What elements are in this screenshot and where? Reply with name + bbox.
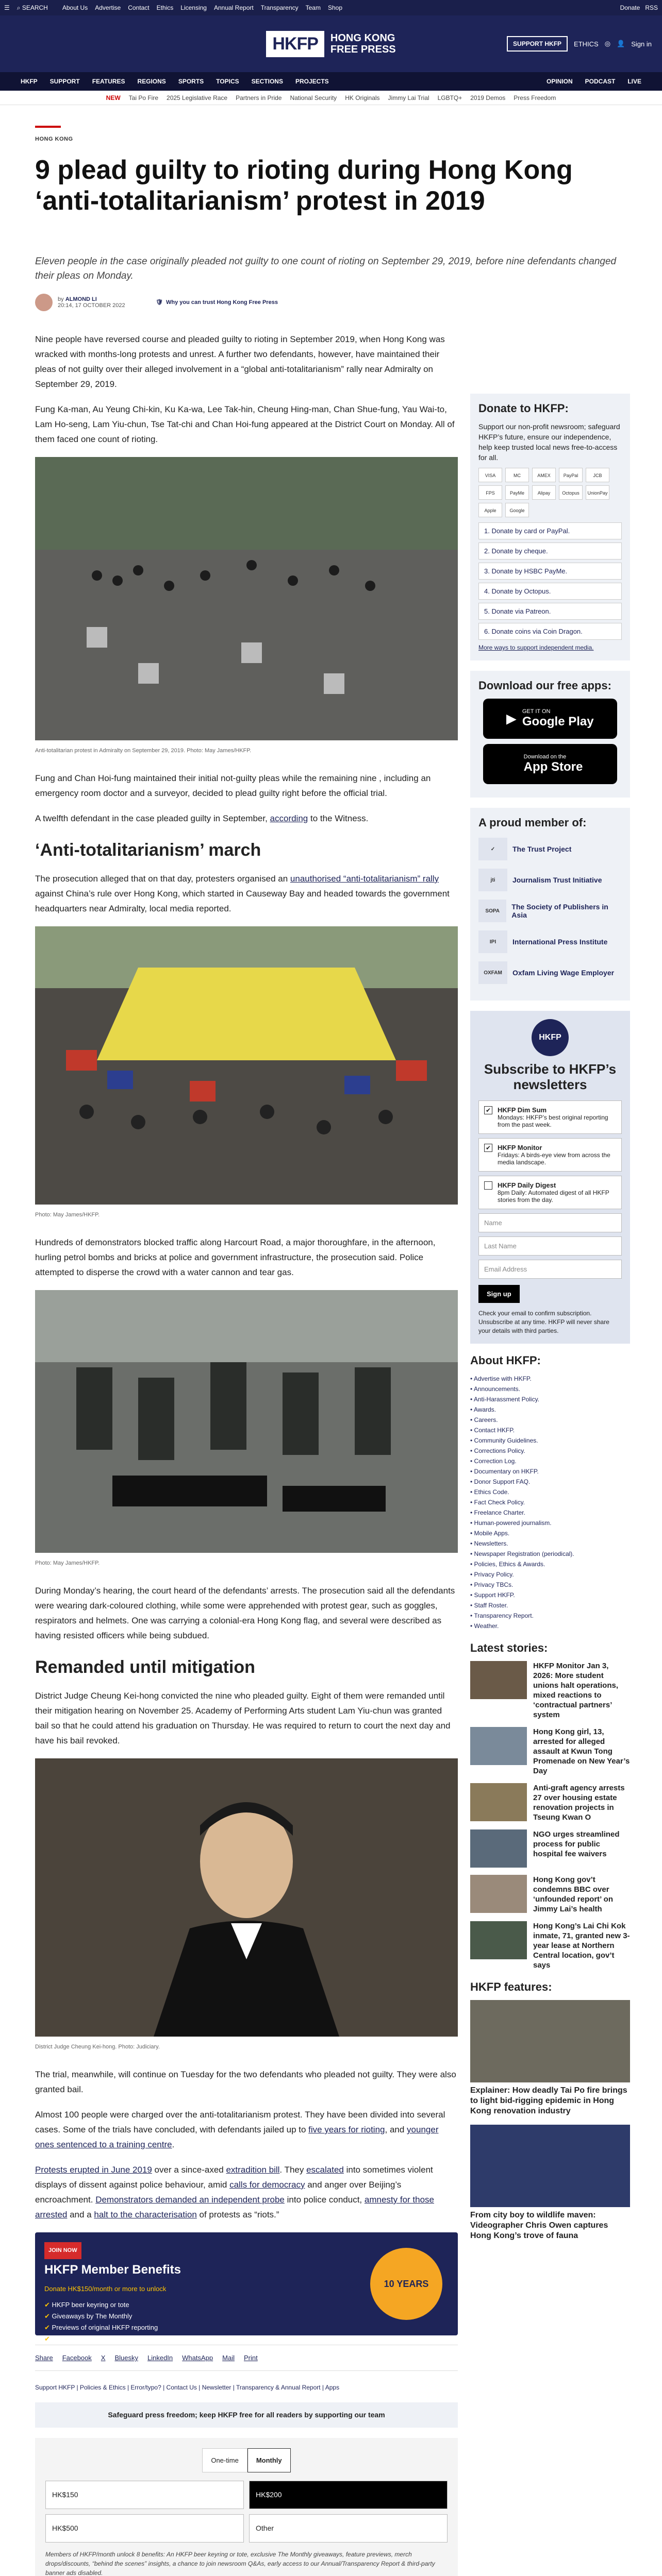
nav-item[interactable]: SPORTS bbox=[178, 78, 204, 85]
inline-link[interactable]: Demonstrators demanded an independent probe bbox=[95, 2195, 285, 2205]
oxfam-logo: OXFAM bbox=[478, 961, 507, 984]
amount-option-selected[interactable]: HK$200 bbox=[249, 2481, 448, 2509]
play-icon: ▶ bbox=[506, 711, 516, 726]
utility-rss[interactable]: RSS bbox=[645, 4, 658, 11]
benefit-item: ✔ Giveaways by The Monthly bbox=[44, 2311, 449, 2322]
inline-link[interactable]: extradition bill bbox=[226, 2165, 280, 2175]
nav-item[interactable]: PROJECTS bbox=[295, 78, 329, 85]
utility-donate[interactable]: Donate bbox=[620, 4, 640, 11]
about-link[interactable]: • Transparency Report. bbox=[470, 1611, 630, 1621]
share-link[interactable]: X bbox=[101, 2354, 106, 2362]
utility-link[interactable]: Contact bbox=[128, 4, 150, 11]
member-logo[interactable] bbox=[478, 900, 622, 922]
feature-story[interactable] bbox=[470, 2125, 630, 2241]
paragraph bbox=[35, 811, 458, 826]
article-footer-links[interactable]: Support HKFP | Policies & Ethics | Error/typo? | Contact Us | Newsletter | Transparency & Annual Report | Apps bbox=[35, 2384, 340, 2391]
member-logo[interactable] bbox=[478, 961, 622, 984]
ticker-new-label: NEW bbox=[106, 94, 121, 101]
about-link[interactable]: • Weather. bbox=[470, 1621, 630, 1631]
paragraph: The trial, meanwhile, will continue on Tuesday for the two defendants who pleaded not guilty. They were also granted bail. bbox=[35, 2070, 456, 2094]
signup-button[interactable]: Sign up bbox=[478, 1285, 520, 1303]
figure bbox=[35, 1290, 458, 1571]
mascot-badge: 10 YEARS bbox=[370, 2248, 442, 2320]
about-link[interactable]: • Fact Check Policy. bbox=[470, 1497, 630, 1507]
paragraph bbox=[35, 2162, 458, 2222]
ticker-item[interactable]: 2019 Demos bbox=[470, 94, 506, 101]
figure-caption: Anti-totalitarian protest in Admiralty on September 29, 2019. Photo: May James/HKFP. bbox=[35, 748, 252, 754]
features-section bbox=[470, 1980, 630, 2241]
about-list bbox=[470, 1374, 630, 1631]
payment-logo: UnionPay bbox=[586, 485, 609, 500]
amount-option[interactable]: HK$150 bbox=[45, 2481, 244, 2509]
utility-link[interactable]: Licensing bbox=[180, 4, 207, 11]
ticker-item[interactable]: 2025 Legislative Race bbox=[167, 94, 228, 101]
benefit-item: ✔ Previews of original HKFP reporting bbox=[44, 2322, 449, 2333]
about-link[interactable]: • Community Guidelines. bbox=[470, 1435, 630, 1446]
share-bar bbox=[35, 2345, 458, 2371]
newsletter-desc: 8pm Daily: Automated digest of all HKFP stories from the day. bbox=[498, 1189, 609, 1204]
apps-box bbox=[470, 671, 630, 798]
member-of-title: A proud member of: bbox=[478, 816, 587, 829]
nav-item[interactable]: LIVE bbox=[627, 78, 641, 85]
paragraph: Hundreds of demonstrators blocked traffic along Harcourt Road, a major thoroughfare, in the afternoon, hurling petrol bombs and bricks at police and government infrastructure, the prosecution said. Police attempted to disperse the crowd with a water cannon and tear gas. bbox=[35, 1238, 436, 1277]
story-thumbnail bbox=[470, 1661, 527, 1699]
logo-line-2: FREE PRESS bbox=[330, 44, 396, 55]
latest-story[interactable] bbox=[470, 1829, 630, 1868]
story-title: HKFP Monitor Jan 3, 2026: More student unions halt operations, mixed reactions to ‘contractual partners’ system bbox=[533, 1662, 619, 1719]
utility-link[interactable]: About Us bbox=[62, 4, 88, 11]
about-link[interactable]: • Contact HKFP. bbox=[470, 1425, 630, 1435]
feature-title: Explainer: How deadly Tai Po fire brings to light bid-rigging epidemic in Hong Kong renovation industry bbox=[470, 2086, 627, 2115]
figure bbox=[35, 1758, 458, 2055]
signin-link[interactable]: Sign in bbox=[631, 40, 652, 48]
search-link[interactable]: ⌕ SEARCH bbox=[16, 4, 48, 11]
about-link[interactable]: • Human-powered journalism. bbox=[470, 1518, 630, 1528]
about-link[interactable]: • Advertise with HKFP. bbox=[470, 1374, 630, 1384]
about-link[interactable]: • Support HKFP. bbox=[470, 1590, 630, 1600]
protest-photo-3[interactable] bbox=[35, 1290, 458, 1553]
benefit-item: ✔ Exclusive merch drops and discounts bbox=[44, 2333, 449, 2345]
text-span: . They bbox=[279, 2165, 307, 2175]
globe-icon[interactable]: ◎ bbox=[604, 40, 611, 47]
newsletter-desc: Mondays: HKFP’s best original reporting from the past week. bbox=[498, 1114, 608, 1128]
last-name-field[interactable]: Last Name bbox=[478, 1236, 622, 1256]
paragraph: District Judge Cheung Kei-hong convicted the nine who pleaded guilty. Eight of them were remanded until their mitigation hearing on November 25. Academy of Performing Arts student Lam Yiu-chun was granted bail so that he could attend his graduation on Thursday. He was required to return to court the next day and have his bail revoked. bbox=[35, 1691, 451, 1745]
trust-badge[interactable] bbox=[156, 299, 278, 306]
newsletter-name: HKFP Dim Sum bbox=[498, 1106, 547, 1114]
nav-item[interactable]: OPINION bbox=[546, 78, 573, 85]
text-span: against China’s rule over Hong Kong, which started in Causeway Bay and headed towards the government headquarters near Admiralty, local media reported. bbox=[35, 889, 450, 913]
story-title: NGO urges streamlined process for public hospital fee waivers bbox=[533, 1830, 620, 1858]
member-name: Journalism Trust Initiative bbox=[512, 876, 602, 884]
about-link[interactable]: • Donor Support FAQ. bbox=[470, 1477, 630, 1487]
category-label[interactable]: HONG KONG bbox=[35, 136, 73, 142]
hkfp-badge: HKFP bbox=[532, 1019, 569, 1056]
menu-icon[interactable]: ☰ bbox=[4, 4, 10, 11]
about-link[interactable]: • Awards. bbox=[470, 1404, 630, 1415]
utility-links bbox=[62, 4, 342, 11]
jti-logo: jti bbox=[478, 869, 507, 891]
accent-bar bbox=[35, 126, 61, 128]
share-link[interactable]: WhatsApp bbox=[182, 2354, 213, 2362]
story-title: Hong Kong gov’t condemns BBC over ‘unfounded report’ on Jimmy Lai’s health bbox=[533, 1875, 613, 1913]
trust-project-logo: ✓ bbox=[478, 838, 507, 860]
text-span: of protests as “riots.” bbox=[196, 2210, 279, 2219]
newsletter-box bbox=[470, 1011, 630, 1344]
paragraph: Fung and Chan Hoi-fung maintained their initial not-guilty pleas while the remaining nine , including an emergency room doctor and a surveyor, decided to plead guilty right before the official trial. bbox=[35, 773, 431, 798]
ticker-item[interactable]: HK Originals bbox=[345, 94, 380, 101]
nav-item[interactable]: REGIONS bbox=[137, 78, 166, 85]
logo-text bbox=[330, 32, 396, 55]
sopa-logo: SOPA bbox=[478, 900, 506, 922]
paragraph: During Monday’s hearing, the court heard of the defendants’ arrests. The prosecution said all the defendants were wearing dark-coloured clothing, while some were apprehended with protest gear, such as goggles, respirators and helmets. One was carrying a colonial-era Hong Kong flag, and several were described as having resisted officers while being subdued. bbox=[35, 1586, 455, 1640]
article-title: 9 plead guilty to rioting during Hong Kong ‘anti-totalitarianism’ protest in 2019 bbox=[35, 155, 573, 216]
inline-link[interactable]: Protests erupted in June 2019 bbox=[35, 2165, 152, 2175]
about-link[interactable]: • Corrections Policy. bbox=[470, 1446, 630, 1456]
about-link[interactable]: • Privacy Policy. bbox=[470, 1569, 630, 1580]
feature-title: From city boy to wildlife maven: Videographer Chris Owen captures Hong Kong’s trove of fauna bbox=[470, 2211, 608, 2240]
search-label: SEARCH bbox=[22, 4, 48, 11]
trust-badge-label: Why you can trust Hong Kong Free Press bbox=[166, 299, 278, 306]
payment-logo: Alipay bbox=[532, 485, 556, 500]
logo-line-1: HONG KONG bbox=[330, 32, 395, 44]
article-standfirst: Eleven people in the case originally pleaded not guilty to one count of rioting on September 29, 2019, before nine defendants changed their pleas on Monday. bbox=[35, 256, 617, 281]
about-link[interactable]: • Policies, Ethics & Awards. bbox=[470, 1559, 630, 1569]
payment-logo: PayPal bbox=[559, 468, 583, 482]
utility-link[interactable]: Ethics bbox=[156, 4, 174, 11]
member-logo[interactable] bbox=[478, 869, 622, 891]
latest-story[interactable] bbox=[470, 1783, 630, 1822]
share-link[interactable]: Bluesky bbox=[114, 2354, 138, 2362]
safeguard-banner[interactable]: Safeguard press freedom; keep HKFP free for all readers by supporting our team bbox=[35, 2402, 458, 2428]
text-span: and a bbox=[67, 2210, 94, 2219]
story-title: Anti-graft agency arrests 27 over housing estate renovation projects in Tseung Kwan O bbox=[533, 1784, 625, 1822]
checkbox[interactable]: ✔ bbox=[484, 1106, 492, 1114]
checkbox[interactable]: ✔ bbox=[484, 1144, 492, 1152]
newsletter-name: HKFP Daily Digest bbox=[498, 1181, 556, 1189]
figure bbox=[35, 457, 458, 758]
google-play-button[interactable] bbox=[483, 699, 617, 739]
payment-logo: VISA bbox=[478, 468, 502, 482]
frequency-toggle bbox=[45, 2448, 448, 2472]
donate-form bbox=[35, 2438, 458, 2576]
paragraph bbox=[35, 2107, 458, 2152]
payment-logos bbox=[478, 468, 622, 517]
main-nav bbox=[0, 72, 662, 91]
amount-option[interactable]: HK$500 bbox=[45, 2514, 244, 2543]
email-field[interactable]: Email Address bbox=[478, 1260, 622, 1279]
feature-story[interactable] bbox=[470, 2000, 630, 2116]
top-utility-bar bbox=[0, 0, 662, 15]
ethics-link[interactable]: ETHICS bbox=[574, 40, 599, 48]
donate-option[interactable]: 5. Donate via Patreon. bbox=[478, 603, 622, 620]
byline-prefix: by bbox=[58, 296, 64, 302]
nav-item[interactable]: FEATURES bbox=[92, 78, 125, 85]
nav-item[interactable]: SECTIONS bbox=[251, 78, 283, 85]
about-link[interactable]: • Privacy TBCs. bbox=[470, 1580, 630, 1590]
apps-title: Download our free apps: bbox=[478, 679, 611, 692]
latest-title: Latest stories: bbox=[470, 1641, 548, 1654]
signup-note: Check your email to confirm subscription. Unsubscribe at any time. HKFP will never share your details with third parties. bbox=[478, 1310, 609, 1334]
member-benefits-banner[interactable] bbox=[35, 2232, 458, 2343]
support-button[interactable]: SUPPORT HKFP bbox=[507, 36, 568, 52]
latest-section bbox=[470, 1641, 630, 1970]
protest-photo-1[interactable] bbox=[35, 457, 458, 740]
amount-other[interactable]: Other bbox=[249, 2514, 448, 2543]
donate-text: Support our non-profit newsroom; safeguard HKFP’s future, ensure our independence, help keep trusted local news free-to-access for all. bbox=[478, 422, 620, 462]
newsletter-option[interactable] bbox=[478, 1100, 622, 1134]
text-span: into police conduct, bbox=[284, 2195, 365, 2205]
article-body bbox=[35, 332, 458, 2576]
utility-link[interactable]: Shop bbox=[327, 4, 342, 11]
text-span: The prosecution alleged that on that day, protesters organised an bbox=[35, 874, 290, 884]
about-link[interactable]: • Anti-Harassment Policy. bbox=[470, 1394, 630, 1404]
about-link[interactable]: • Ethics Code. bbox=[470, 1487, 630, 1497]
name-field[interactable]: Name bbox=[478, 1213, 622, 1232]
inline-link[interactable]: halt to the characterisation bbox=[94, 2210, 197, 2219]
latest-story[interactable] bbox=[470, 1921, 630, 1970]
toggle-one-time[interactable]: One-time bbox=[202, 2448, 247, 2472]
author-avatar bbox=[35, 294, 53, 311]
utility-link[interactable]: Annual Report bbox=[213, 4, 254, 11]
donate-note: Members of HKFP/month unlock 8 benefits: An HKFP beer keyring or tote, exclusive The Monthly giveaways, feature previews, merch drops/discounts, “behind the scenes” insights, a chance to join newsroom Q&As, early access to our Annual/Transparency Report & third-party banner ads disabled. bbox=[45, 2551, 435, 2576]
nav-item[interactable]: SUPPORT bbox=[49, 78, 80, 85]
inline-link[interactable]: younger ones sentenced to a training centre bbox=[35, 2125, 439, 2149]
newsletter-option[interactable] bbox=[478, 1138, 622, 1172]
utility-link[interactable]: Transparency bbox=[260, 4, 299, 11]
story-thumbnail bbox=[470, 1727, 527, 1765]
about-link[interactable]: • Correction Log. bbox=[470, 1456, 630, 1466]
section-heading: Remanded until mitigation bbox=[35, 1657, 255, 1677]
ticker-item[interactable]: Jimmy Lai Trial bbox=[388, 94, 429, 101]
share-link[interactable]: Share bbox=[35, 2354, 53, 2362]
about-link[interactable]: • Staff Roster. bbox=[470, 1600, 630, 1611]
share-link[interactable]: Print bbox=[243, 2354, 258, 2362]
payment-logo: MC bbox=[505, 468, 529, 482]
payment-logo: JCB bbox=[586, 468, 609, 482]
donate-option[interactable]: 4. Donate by Octopus. bbox=[478, 583, 622, 600]
payment-logo: AMEX bbox=[532, 468, 556, 482]
payment-logo: FPS bbox=[478, 485, 502, 500]
section-heading: ‘Anti-totalitarianism’ march bbox=[35, 840, 261, 860]
story-thumbnail bbox=[470, 1921, 527, 1959]
amount-options bbox=[45, 2481, 448, 2543]
share-link[interactable]: LinkedIn bbox=[147, 2354, 173, 2362]
donate-option[interactable]: 1. Donate by card or PayPal. bbox=[478, 522, 622, 539]
text-span: over a since-axed bbox=[152, 2165, 226, 2175]
about-section bbox=[470, 1354, 630, 1631]
story-thumbnail bbox=[470, 1783, 527, 1821]
about-link[interactable]: • Documentary on HKFP. bbox=[470, 1466, 630, 1477]
story-title: Hong Kong’s Lai Chi Kok inmate, 71, granted new 3-year lease at Northern Central location, gov’t says bbox=[533, 1922, 630, 1970]
payment-logo: Apple bbox=[478, 503, 502, 517]
toggle-monthly[interactable]: Monthly bbox=[247, 2448, 291, 2472]
text-span: and anger over Beijing’s encroachment. bbox=[35, 2180, 402, 2205]
text-span: . bbox=[172, 2140, 175, 2149]
donate-option[interactable]: 6. Donate coins via Coin Dragon. bbox=[478, 623, 622, 640]
text-span: A twelfth defendant in the case pleaded guilty in September, bbox=[35, 814, 270, 823]
utility-link[interactable]: Advertise bbox=[95, 4, 121, 11]
author-name[interactable]: ALMOND LI bbox=[65, 296, 97, 302]
payment-logo: Google bbox=[505, 503, 529, 517]
paragraph bbox=[35, 871, 458, 916]
store-big: App Store bbox=[523, 760, 583, 774]
about-link[interactable]: • Newspaper Registration (periodical). bbox=[470, 1549, 630, 1559]
site-logo[interactable] bbox=[266, 31, 395, 57]
member-logo[interactable] bbox=[478, 838, 622, 860]
join-now-tag: JOIN NOW bbox=[44, 2242, 81, 2259]
member-name: Oxfam Living Wage Employer bbox=[512, 969, 615, 977]
paragraph: Fung Ka-man, Au Yeung Chi-kin, Ku Ka-wa, Lee Tak-hin, Cheung Hing-man, Chan Shue-fung, Yau Wai-to, Lam Ho-seng, Lam Yiu-chun, Tse Tat-chi and Chan Hoi-fung appeared at the District Court on Monday. All of them faced one count of rioting. bbox=[35, 404, 455, 444]
ticker-item[interactable]: LGBTQ+ bbox=[437, 94, 462, 101]
protest-photo-2-art bbox=[35, 926, 458, 1205]
donate-title: Donate to HKFP: bbox=[478, 402, 569, 415]
newsletter-name: HKFP Monitor bbox=[498, 1144, 542, 1151]
story-title: Hong Kong girl, 13, arrested for alleged assault at Kwun Tong Promenade on New Year’s Day bbox=[533, 1727, 630, 1775]
latest-story[interactable] bbox=[470, 1661, 630, 1720]
checkbox[interactable] bbox=[484, 1181, 492, 1190]
latest-story[interactable] bbox=[470, 1875, 630, 1914]
store-big: Google Play bbox=[522, 715, 594, 728]
text-span: into sometimes violent displays of dissent against police behaviour, amid bbox=[35, 2165, 433, 2190]
more-ways-link[interactable]: More ways to support independent media. bbox=[478, 644, 594, 651]
logo-mark: HKFP bbox=[266, 31, 324, 57]
story-thumbnail bbox=[470, 1829, 527, 1868]
about-link[interactable]: • Announcements. bbox=[470, 1384, 630, 1394]
protest-photo-1-art bbox=[35, 457, 458, 740]
newsletter-option[interactable] bbox=[478, 1176, 622, 1209]
member-banner-subtitle: Donate HK$150/month or more to unlock bbox=[44, 2285, 167, 2293]
about-title: About HKFP: bbox=[470, 1354, 541, 1367]
inline-link[interactable]: unauthorised “anti-totalitarianism” rally bbox=[290, 874, 439, 884]
store-small: GET IT ON bbox=[522, 708, 551, 715]
protest-photo-3-art bbox=[35, 1290, 458, 1553]
sidebar bbox=[470, 394, 630, 2249]
figure bbox=[35, 926, 458, 1223]
publish-date: 20:14, 17 OCTOBER 2022 bbox=[58, 302, 125, 309]
user-icon[interactable]: 👤 bbox=[617, 40, 625, 47]
protest-photo-2[interactable] bbox=[35, 926, 458, 1205]
about-link[interactable]: • Freelance Charter. bbox=[470, 1507, 630, 1518]
judge-portrait[interactable] bbox=[35, 1758, 458, 2037]
benefit-item: ✔ HKFP beer keyring or tote bbox=[44, 2299, 449, 2311]
topic-ticker bbox=[0, 91, 662, 105]
inline-link[interactable]: amnesty for those arrested bbox=[35, 2195, 434, 2219]
feature-thumbnail bbox=[470, 2125, 630, 2207]
paragraph: Nine people have reversed course and pleaded guilty to rioting in September 2019, when Hong Kong was wracked with months-long protests and unrest. A further two defendants, however, have maintained their pleas of not guilty over their alleged involvement in a “global anti-totalitarianism” rally near Admiralty on September 29, 2019. bbox=[35, 334, 445, 389]
text-span: to the Witness. bbox=[308, 814, 369, 823]
member-name: The Society of Publishers in Asia bbox=[511, 903, 608, 919]
newsletter-title: Subscribe to HKFP’s newsletters bbox=[484, 1061, 617, 1092]
inline-link[interactable]: according bbox=[270, 814, 308, 823]
payment-logo: PayMe bbox=[505, 485, 529, 500]
text-span: , and bbox=[385, 2125, 407, 2134]
judge-portrait-art bbox=[35, 1758, 458, 2037]
donate-option[interactable]: 2. Donate by cheque. bbox=[478, 543, 622, 560]
ticker-item[interactable]: Press Freedom bbox=[514, 94, 556, 101]
inline-link[interactable]: escalated bbox=[306, 2165, 344, 2175]
share-link[interactable]: Mail bbox=[222, 2354, 235, 2362]
payment-logo: Octopus bbox=[559, 485, 583, 500]
story-thumbnail bbox=[470, 1875, 527, 1913]
member-name: International Press Institute bbox=[512, 938, 608, 946]
byline-text bbox=[58, 296, 125, 309]
byline bbox=[35, 294, 125, 311]
nav-item[interactable]: TOPICS bbox=[216, 78, 239, 85]
ticker-item[interactable]: Partners in Pride bbox=[236, 94, 282, 101]
ticker-item[interactable]: Tai Po Fire bbox=[128, 94, 159, 101]
about-link[interactable]: • Newsletters. bbox=[470, 1538, 630, 1549]
inline-link[interactable]: calls for democracy bbox=[229, 2180, 305, 2190]
member-of-box bbox=[470, 808, 630, 1001]
about-link[interactable]: • Mobile Apps. bbox=[470, 1528, 630, 1538]
inline-link[interactable]: five years for rioting bbox=[308, 2125, 385, 2134]
store-small: Download on the bbox=[523, 754, 567, 760]
newsletter-desc: Fridays: A birds-eye view from across the media landscape. bbox=[498, 1151, 610, 1166]
ipi-logo: IPI bbox=[478, 930, 507, 953]
share-link[interactable]: Facebook bbox=[62, 2354, 92, 2362]
nav-item[interactable]: PODCAST bbox=[585, 78, 616, 85]
features-title: HKFP features: bbox=[470, 1980, 552, 1993]
figure-caption: Photo: May James/HKFP. bbox=[35, 1212, 100, 1218]
figure-caption: Photo: May James/HKFP. bbox=[35, 1560, 100, 1566]
app-store-button[interactable] bbox=[483, 744, 617, 784]
member-name: The Trust Project bbox=[512, 845, 572, 853]
shield-icon: 🛡 bbox=[156, 299, 163, 306]
figure-caption: District Judge Cheung Kei-hong. Photo: Judiciary. bbox=[35, 2044, 160, 2050]
member-logo[interactable] bbox=[478, 930, 622, 953]
member-banner-title: HKFP Member Benefits bbox=[44, 2263, 181, 2277]
donate-option[interactable]: 3. Donate by HSBC PayMe. bbox=[478, 563, 622, 580]
text-span: Almost 100 people were charged over the anti-totalitarianism protest. They have been divided into several cases. Some of the trials have concluded, with defendants jailed up to bbox=[35, 2110, 445, 2134]
about-link[interactable]: • Careers. bbox=[470, 1415, 630, 1425]
feature-thumbnail bbox=[470, 2000, 630, 2082]
donate-box bbox=[470, 394, 630, 660]
utility-link[interactable]: Team bbox=[305, 4, 321, 11]
nav-item[interactable]: HKFP bbox=[21, 78, 38, 85]
ticker-item[interactable]: National Security bbox=[290, 94, 337, 101]
latest-story[interactable] bbox=[470, 1727, 630, 1776]
site-header bbox=[0, 15, 662, 72]
